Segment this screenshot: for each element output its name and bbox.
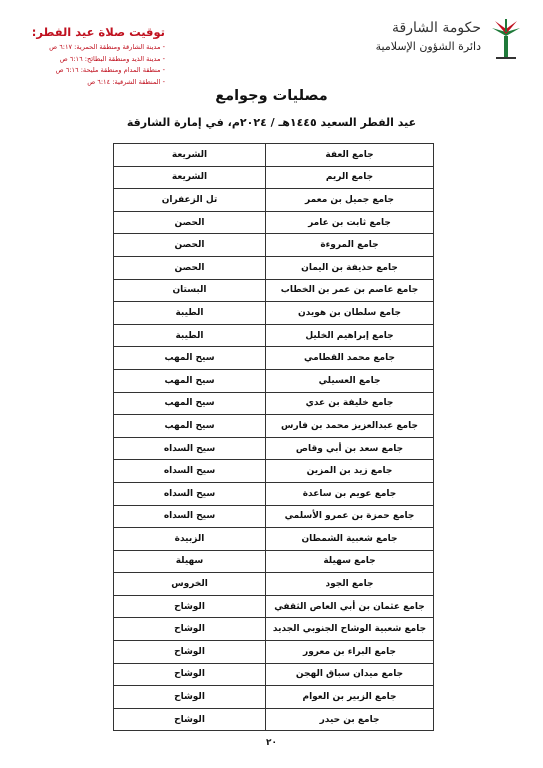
- area-cell: سيح المهب: [114, 392, 266, 415]
- area-cell: الحصن: [114, 234, 266, 257]
- area-cell: الشريعة: [114, 166, 266, 189]
- mosque-name-cell: جامع ثابت بن عامر: [266, 211, 434, 234]
- mosque-name-cell: جامع بن حيدر: [266, 708, 434, 731]
- table-row: [114, 663, 434, 686]
- area-cell: سيح السداه: [114, 460, 266, 483]
- area-cell: الوشاح: [114, 686, 266, 709]
- mosque-name-cell: جامع سعد بن أبي وقاص: [266, 437, 434, 460]
- area-cell: سيح المهب: [114, 369, 266, 392]
- area-cell: الشريعة: [114, 144, 266, 167]
- prayer-times-box: [10, 25, 165, 88]
- area-cell: سهيلة: [114, 550, 266, 573]
- area-cell: الوشاح: [114, 595, 266, 618]
- table-row: [114, 144, 434, 167]
- table-row: [114, 189, 434, 212]
- mosque-name-cell: جامع شعبية الوشاح الجنوبي الجديد: [266, 618, 434, 641]
- area-cell: سيح السداه: [114, 505, 266, 528]
- table-row: [114, 528, 434, 551]
- mosque-name-cell: جامع جميل بن معمر: [266, 189, 434, 212]
- table-row: [114, 369, 434, 392]
- area-cell: سيح السداه: [114, 482, 266, 505]
- mosque-name-cell: جامع حمزة بن عمرو الأسلمي: [266, 505, 434, 528]
- table-row: [114, 686, 434, 709]
- mosque-name-cell: جامع محمد القطامي: [266, 347, 434, 370]
- mosque-name-cell: جامع عبدالعزيز محمد بن فارس: [266, 415, 434, 438]
- mosque-name-cell: جامع زيد بن المزين: [266, 460, 434, 483]
- table-row: [114, 166, 434, 189]
- area-cell: الوشاح: [114, 663, 266, 686]
- area-cell: تل الزعفران: [114, 189, 266, 212]
- mosque-name-cell: جامع سهيلة: [266, 550, 434, 573]
- area-cell: الوشاح: [114, 708, 266, 731]
- table-row: [114, 437, 434, 460]
- table-row: [114, 302, 434, 325]
- area-cell: سيح المهب: [114, 347, 266, 370]
- page-number: ٢٠: [266, 738, 277, 748]
- prayer-time-line: - منطقة المدام ومنطقة مليحة: ٦:١٦ ص: [55, 66, 165, 75]
- area-cell: الزبيدة: [114, 528, 266, 551]
- table-row: [114, 347, 434, 370]
- prayer-time-line: - المنطقة الشرقية: ٦:١٤ ص: [87, 77, 165, 86]
- mosque-name-cell: جامع عاصم بن عمر بن الخطاب: [266, 279, 434, 302]
- mosque-name-cell: جامع سلطان بن هويدن: [266, 302, 434, 325]
- page-subtitle: عيد الفطر السعيد ١٤٤٥هـ / ٢٠٢٤م، في إمارة الشارقة: [126, 116, 417, 129]
- mosque-name-cell: جامع ميدان سباق الهجن: [266, 663, 434, 686]
- table-row: [114, 573, 434, 596]
- table-row: [114, 482, 434, 505]
- prayer-time-line: - مدينة الذيد ومنطقة البطائح: ٦:١٦ ص: [59, 54, 165, 63]
- table-row: [114, 550, 434, 573]
- mosque-name-cell: جامع الزبير بن العوام: [266, 686, 434, 709]
- table-row: [114, 641, 434, 664]
- mosque-name-cell: جامع العسيلي: [266, 369, 434, 392]
- mosque-name-cell: جامع الجود: [266, 573, 434, 596]
- mosque-name-cell: جامع المروءة: [266, 234, 434, 257]
- area-cell: الوشاح: [114, 618, 266, 641]
- mosque-name-cell: جامع إبراهيم الخليل: [266, 324, 434, 347]
- area-cell: سيح السداه: [114, 437, 266, 460]
- prayer-time-line: - مدينة الشارقة ومنطقة الحمرية: ٦:١٧ ص: [49, 43, 165, 51]
- table-row: [114, 256, 434, 279]
- table-row: [114, 234, 434, 257]
- mosque-name-cell: جامع حذيفة بن اليمان: [266, 256, 434, 279]
- table-row: [114, 279, 434, 302]
- department-name: دائرة الشؤون الإسلامية: [375, 40, 481, 53]
- mosque-name-cell: جامع عثمان بن أبي العاص الثقفي: [266, 595, 434, 618]
- table-row: [114, 595, 434, 618]
- area-cell: سيح المهب: [114, 415, 266, 438]
- area-cell: الطيبة: [114, 302, 266, 325]
- area-cell: الحصن: [114, 256, 266, 279]
- table-row: [114, 415, 434, 438]
- area-cell: البستان: [114, 279, 266, 302]
- sharjah-government-logo: [345, 18, 525, 64]
- area-cell: الحصن: [114, 211, 266, 234]
- mosque-name-cell: جامع البراء بن معرور: [266, 641, 434, 664]
- table-row: [114, 505, 434, 528]
- mosque-name-cell: جامع العفة: [266, 144, 434, 167]
- table-row: [114, 708, 434, 731]
- page-title: مصليات وجوامع: [215, 88, 328, 104]
- mosques-table: [113, 143, 434, 731]
- table-row: [114, 460, 434, 483]
- table-row: [114, 392, 434, 415]
- table-row: [114, 618, 434, 641]
- area-cell: الوشاح: [114, 641, 266, 664]
- emblem-icon: [487, 18, 525, 62]
- mosque-name-cell: جامع الريم: [266, 166, 434, 189]
- area-cell: الخروس: [114, 573, 266, 596]
- mosque-name-cell: جامع خليفة بن عدي: [266, 392, 434, 415]
- area-cell: الطيبة: [114, 324, 266, 347]
- mosque-name-cell: جامع عويم بن ساعدة: [266, 482, 434, 505]
- table-row: [114, 324, 434, 347]
- government-name: حكومة الشارقة: [392, 20, 481, 36]
- prayer-times-title: توقيت صلاة عيد الفطر:: [31, 25, 165, 39]
- mosque-name-cell: جامع شعبية الشمطان: [266, 528, 434, 551]
- table-row: [114, 211, 434, 234]
